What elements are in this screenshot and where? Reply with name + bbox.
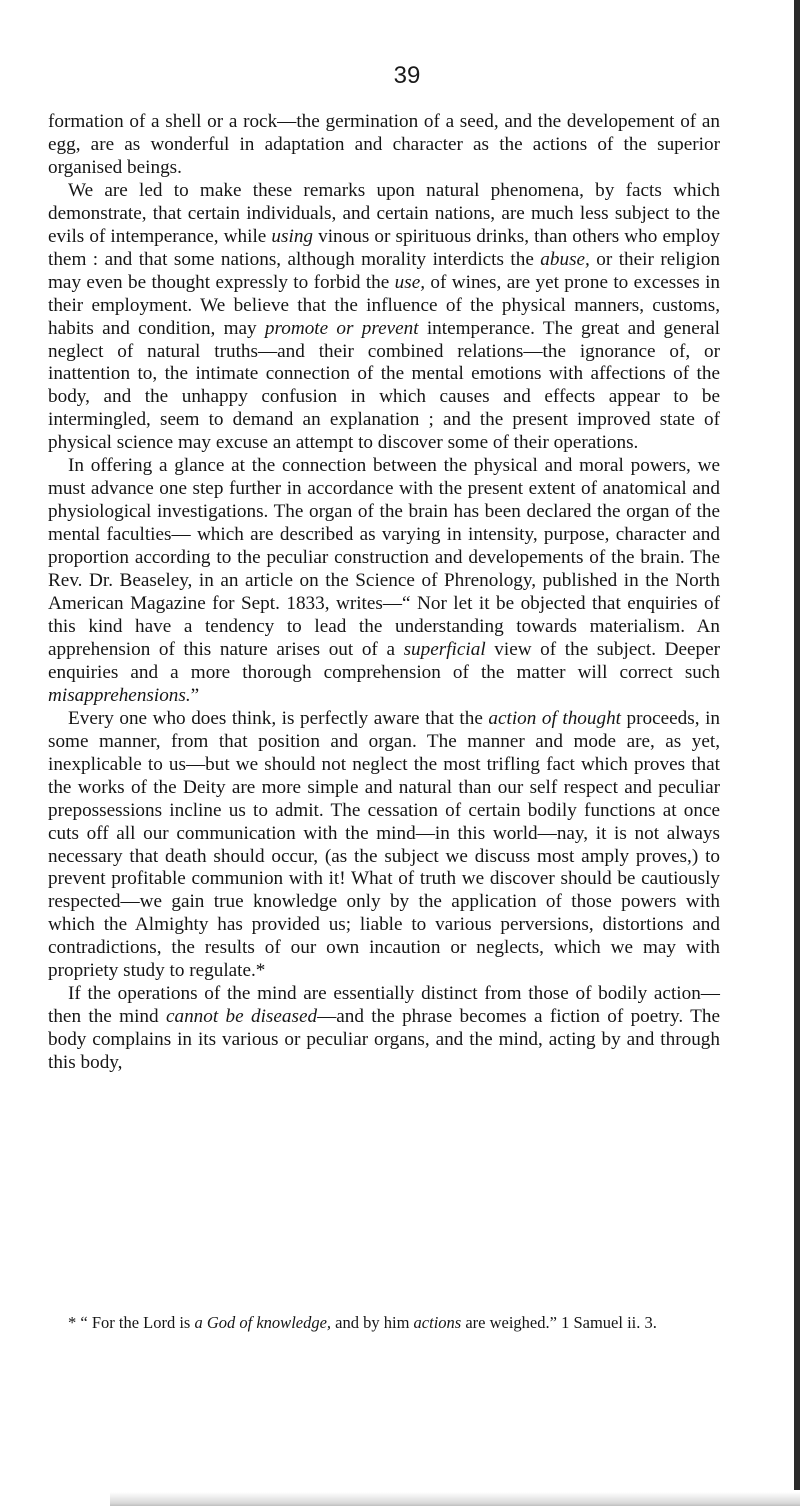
page-edge-rule <box>794 0 800 1490</box>
text-run: or their religion may even be thought expressly to forbid the <box>48 248 721 293</box>
text-run: proceeds, in some manner, from that position and organ. The manner and mode are, as yet, inexplicable to us—but we should not neglect the most trifling fact which proves that the works of the Deity are more simple and natural than our self respect and peculiar prepossessions incline us to admit. The cessation of certain bodily functions at once cuts off all our communication with the mind—in this world—nay, it is not always necessary that death should occur, (as the subject we discuss most amply proves,) to prevent profitable communion with it! What of truth we discover should be cautiously respected—we gain true knowledge only by the application of those powers with which the Almighty has provided us; liable to various perversions, distortions and contradictions, the results of our own incaution or neglects, which we may with propriety study to regulate.* <box>48 707 720 982</box>
paragraph-2 <box>48 180 720 455</box>
text-run: * “ For the Lord is <box>68 1313 195 1332</box>
text-run: intemperance. The great and general neglect of natural truths—and their combined relations—the ignorance of, or inattention to, the intimate connection of the mental emotions with affections of the body, and the unhappy confusion in which causes and effects appear to be intermingled, seem to demand an explanation ; and the present improved state of physical science may excuse an attempt to discover some of their operations. <box>48 317 720 454</box>
footnote <box>48 1313 720 1333</box>
text-run: In offering a glance at the connection between the physical and moral powers, we must advance one step further in accordance with the present extent of anatomical and physiological investigations. The organ of the brain has been declared the organ of the mental faculties— which are described as varying in intensity, purpose, character and proportion according to the peculiar construction and developements of the brain. The Rev. Dr. Beaseley, in an article on the Science of Phrenology, published in the North American Magazine for Sept. 1833, writes—“ Nor let it be objected that enquiries of this kind have a tendency to lead the understanding towards materialism. An apprehension of this nature arises out of a <box>48 455 720 660</box>
text-run: and by him <box>331 1313 414 1332</box>
italic-text-run: actions <box>413 1313 462 1332</box>
italic-text-run: action of thought <box>488 707 621 729</box>
italic-text-run: misapprehensions. <box>48 684 191 706</box>
footnote-text <box>48 1313 720 1333</box>
text-run: of wines, are yet prone to excesses in their employment. We believe that the influence of the physical manners, customs, habits and condition, may <box>48 271 720 339</box>
text-run: formation of a shell or a rock—the germination of a seed, and the developement of an egg, are as wonderful in adaptation and character as the actions of the superior organised beings. <box>48 111 720 178</box>
italic-text-run: a God of knowledge, <box>194 1313 332 1332</box>
italic-text-run: promote or prevent <box>264 317 419 339</box>
text-run: vinous or spirituous drinks, than others who employ them : and that some nations, although morality interdicts the <box>48 225 720 270</box>
italic-text-run: using <box>271 225 314 247</box>
text-run: Every one who does think, is perfectly aware that the <box>68 707 489 729</box>
italic-text-run: superficial <box>403 638 486 660</box>
italic-text-run: cannot be diseased <box>165 1006 318 1028</box>
body-text <box>48 111 720 1075</box>
page-bottom-shadow <box>110 1492 800 1506</box>
paragraph-4 <box>48 708 720 983</box>
text-run: ” <box>190 684 200 706</box>
paragraph-3 <box>48 455 720 707</box>
paragraph-5 <box>48 983 720 1075</box>
text-run: view of the subject. Deeper enquiries and a more thorough comprehension of the matter will correct such <box>48 638 720 683</box>
text-run: —and the phrase becomes a fiction of poetry. The body complains in its various or peculiar organs, and the mind, acting by and through this body, <box>48 1006 720 1074</box>
text-run: are weighed.” 1 Samuel ii. 3. <box>461 1313 657 1332</box>
text-run: If the operations of the mind are essentially distinct from those of bodily action—then the mind <box>48 983 720 1028</box>
italic-text-run: abuse, <box>540 248 590 270</box>
italic-text-run: use, <box>394 271 426 293</box>
text-run: We are led to make these remarks upon natural phenomena, by facts which demonstrate, that certain individuals, and certain nations, are much less subject to the evils of intemperance, while <box>48 179 720 247</box>
page-number: 39 <box>393 62 421 89</box>
paragraph-1 <box>48 111 720 180</box>
